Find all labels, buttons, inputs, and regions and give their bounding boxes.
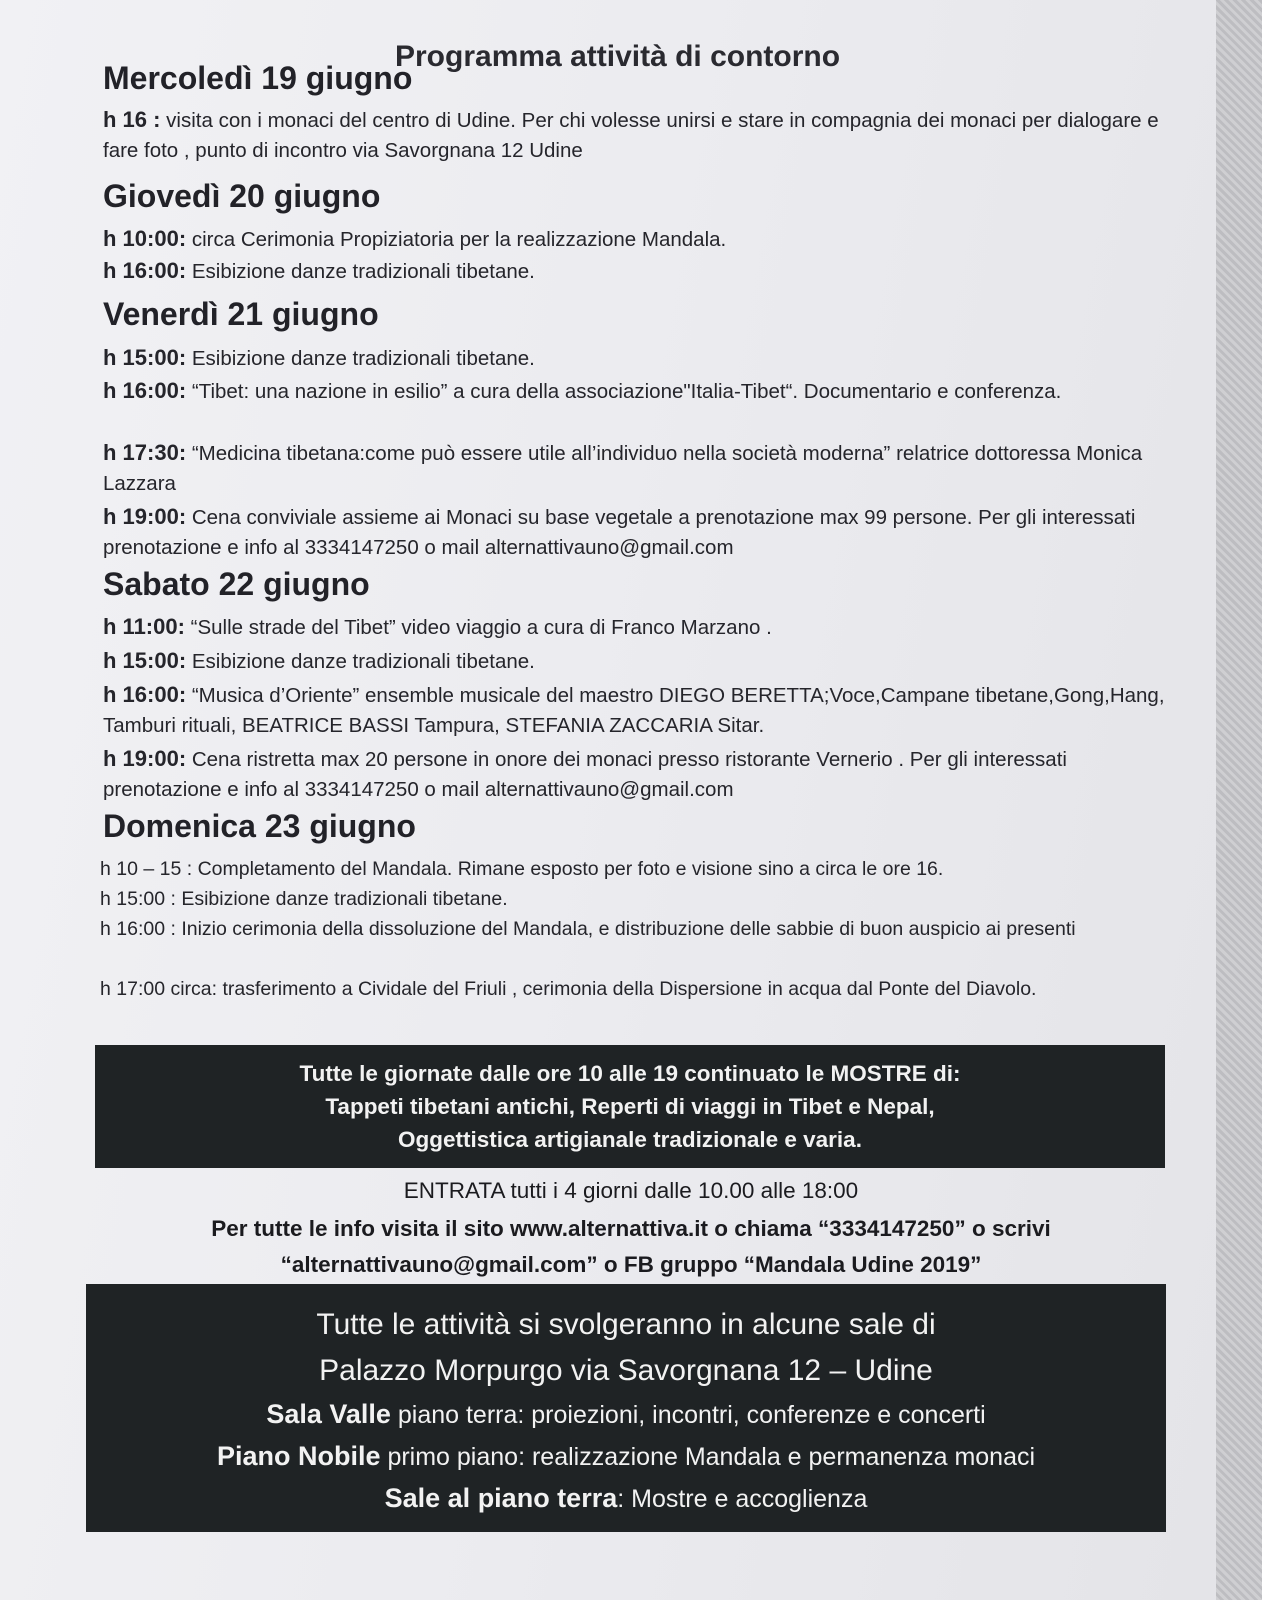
schedule-item: [103, 224, 1183, 255]
schedule-item: [103, 612, 1183, 643]
page-title: Programma attività di contorno: [395, 40, 841, 73]
exhibits-line: Oggettistica artigianale tradizionale e varia.: [398, 1127, 862, 1152]
venue-box: [86, 1284, 1166, 1532]
item-time: h 15:00:: [103, 648, 187, 673]
room-name: Piano Nobile: [216, 1441, 381, 1471]
item-text: Cena ristretta max 20 persone in onore dei monaci presso ristorante Vernerio . Per gli interessati prenotazione e info al 3334147250 o mail alternattivauno@gmail.com: [103, 748, 1067, 801]
item-time: h 16:00:: [103, 378, 187, 403]
schedule-item: h 17:00 circa: trasferimento a Cividale del Friuli , cerimonia della Dispersione in acqua dal Ponte del Diavolo.: [100, 978, 1037, 1000]
item-text: visita con i monaci del centro di Udine. Per chi volesse unirsi e stare in compagnia dei monaci per dialogare e fare foto , punto di incontro via Savorgnana 12 Udine: [103, 109, 1159, 162]
schedule-item: [103, 256, 1183, 287]
schedule-item: [103, 744, 1183, 805]
item-time: h 11:00:: [103, 614, 185, 639]
item-time: h 16:00:: [103, 682, 187, 707]
item-text: “Sulle strade del Tibet” video viaggio a cura di Franco Marzano .: [184, 616, 772, 639]
schedule-item: [103, 343, 1183, 374]
item-text: Esibizione danze tradizionali tibetane.: [186, 260, 535, 283]
item-time: h 17:30:: [103, 440, 187, 465]
contact-info: [0, 1211, 1262, 1283]
contact-line: “alternattivauno@gmail.com” o FB gruppo “Mandala Udine 2019”: [280, 1252, 982, 1277]
schedule-item: [103, 376, 1183, 407]
background-surface: [1216, 0, 1262, 1600]
schedule-item: h 10 – 15 : Completamento del Mandala. Rimane esposto per foto e visione sino a circa le ore 16.: [100, 858, 944, 880]
item-time: h 10:00:: [103, 226, 187, 251]
item-time: h 19:00:: [103, 746, 187, 771]
schedule-item: h 16:00 : Inizio cerimonia della dissoluzione del Mandala, e distribuzione delle sabbie di buon auspicio ai presenti: [100, 918, 1076, 940]
item-text: circa Cerimonia Propiziatoria per la realizzazione Mandala.: [186, 228, 727, 251]
venue-line: Tutte le attività si svolgeranno in alcune sale di: [316, 1308, 936, 1341]
schedule-item: h 15:00 : Esibizione danze tradizionali tibetane.: [100, 888, 508, 910]
item-text: Cena conviviale assieme ai Monaci su base vegetale a prenotazione max 99 persone. Per gli interessati prenotazione e info al 3334147250 o mail alternattivauno@gmail.com: [103, 506, 1136, 559]
item-text: “Musica d’Oriente” ensemble musicale del maestro DIEGO BERETTA;Voce,Campane tibetane,Gong,Hang, Tamburi rituali, BEATRICE BASSI Tampura, STEFANIA ZACCARIA Sitar.: [103, 684, 1165, 737]
exhibits-line: Tappeti tibetani antichi, Reperti di viaggi in Tibet e Nepal,: [325, 1094, 935, 1119]
schedule-item: [103, 646, 1183, 677]
venue-room: [86, 1478, 1166, 1520]
exhibits-line: Tutte le giornate dalle ore 10 alle 19 continuato le MOSTRE di:: [299, 1061, 961, 1086]
exhibits-box: [95, 1045, 1165, 1168]
item-time: h 19:00:: [103, 504, 187, 529]
day-heading: Mercoledì 19 giugno: [103, 60, 413, 96]
item-text: Esibizione danze tradizionali tibetane.: [186, 347, 535, 370]
venue-address: Palazzo Morpurgo via Savorgnana 12 – Udine: [319, 1354, 933, 1387]
room-name: Sala Valle: [266, 1399, 391, 1429]
schedule-item: [103, 502, 1183, 563]
room-desc: primo piano: realizzazione Mandala e permanenza monaci: [380, 1443, 1036, 1471]
item-time: h 16:00:: [103, 258, 187, 283]
room-desc: : Mostre e accoglienza: [617, 1485, 868, 1513]
day-heading: Giovedì 20 giugno: [103, 178, 381, 214]
schedule-item: [103, 105, 1183, 166]
item-text: “Tibet: una nazione in esilio” a cura della associazione"Italia-Tibet“. Documentario e conferenza.: [186, 380, 1062, 403]
venue-room: [86, 1436, 1166, 1478]
contact-line: Per tutte le info visita il sito www.alternattiva.it o chiama “3334147250” o scrivi: [211, 1216, 1051, 1241]
item-time: h 15:00:: [103, 345, 187, 370]
room-desc: piano terra: proiezioni, incontri, conferenze e concerti: [390, 1401, 986, 1429]
item-text: Esibizione danze tradizionali tibetane.: [186, 650, 535, 673]
schedule-item: [103, 438, 1183, 499]
entry-hours: ENTRATA tutti i 4 giorni dalle 10.00 alle 18:00: [403, 1178, 859, 1203]
day-heading: Domenica 23 giugno: [103, 808, 416, 844]
day-heading: Venerdì 21 giugno: [103, 296, 379, 332]
item-text: “Medicina tibetana:come può essere utile all’individuo nella società moderna” relatrice dottoressa Monica Lazzara: [103, 442, 1143, 495]
day-heading: Sabato 22 giugno: [103, 566, 370, 602]
venue-room: [86, 1394, 1166, 1436]
item-time: h 16 :: [103, 107, 161, 132]
room-name: Sale al piano terra: [384, 1483, 618, 1513]
schedule-item: [103, 680, 1183, 741]
